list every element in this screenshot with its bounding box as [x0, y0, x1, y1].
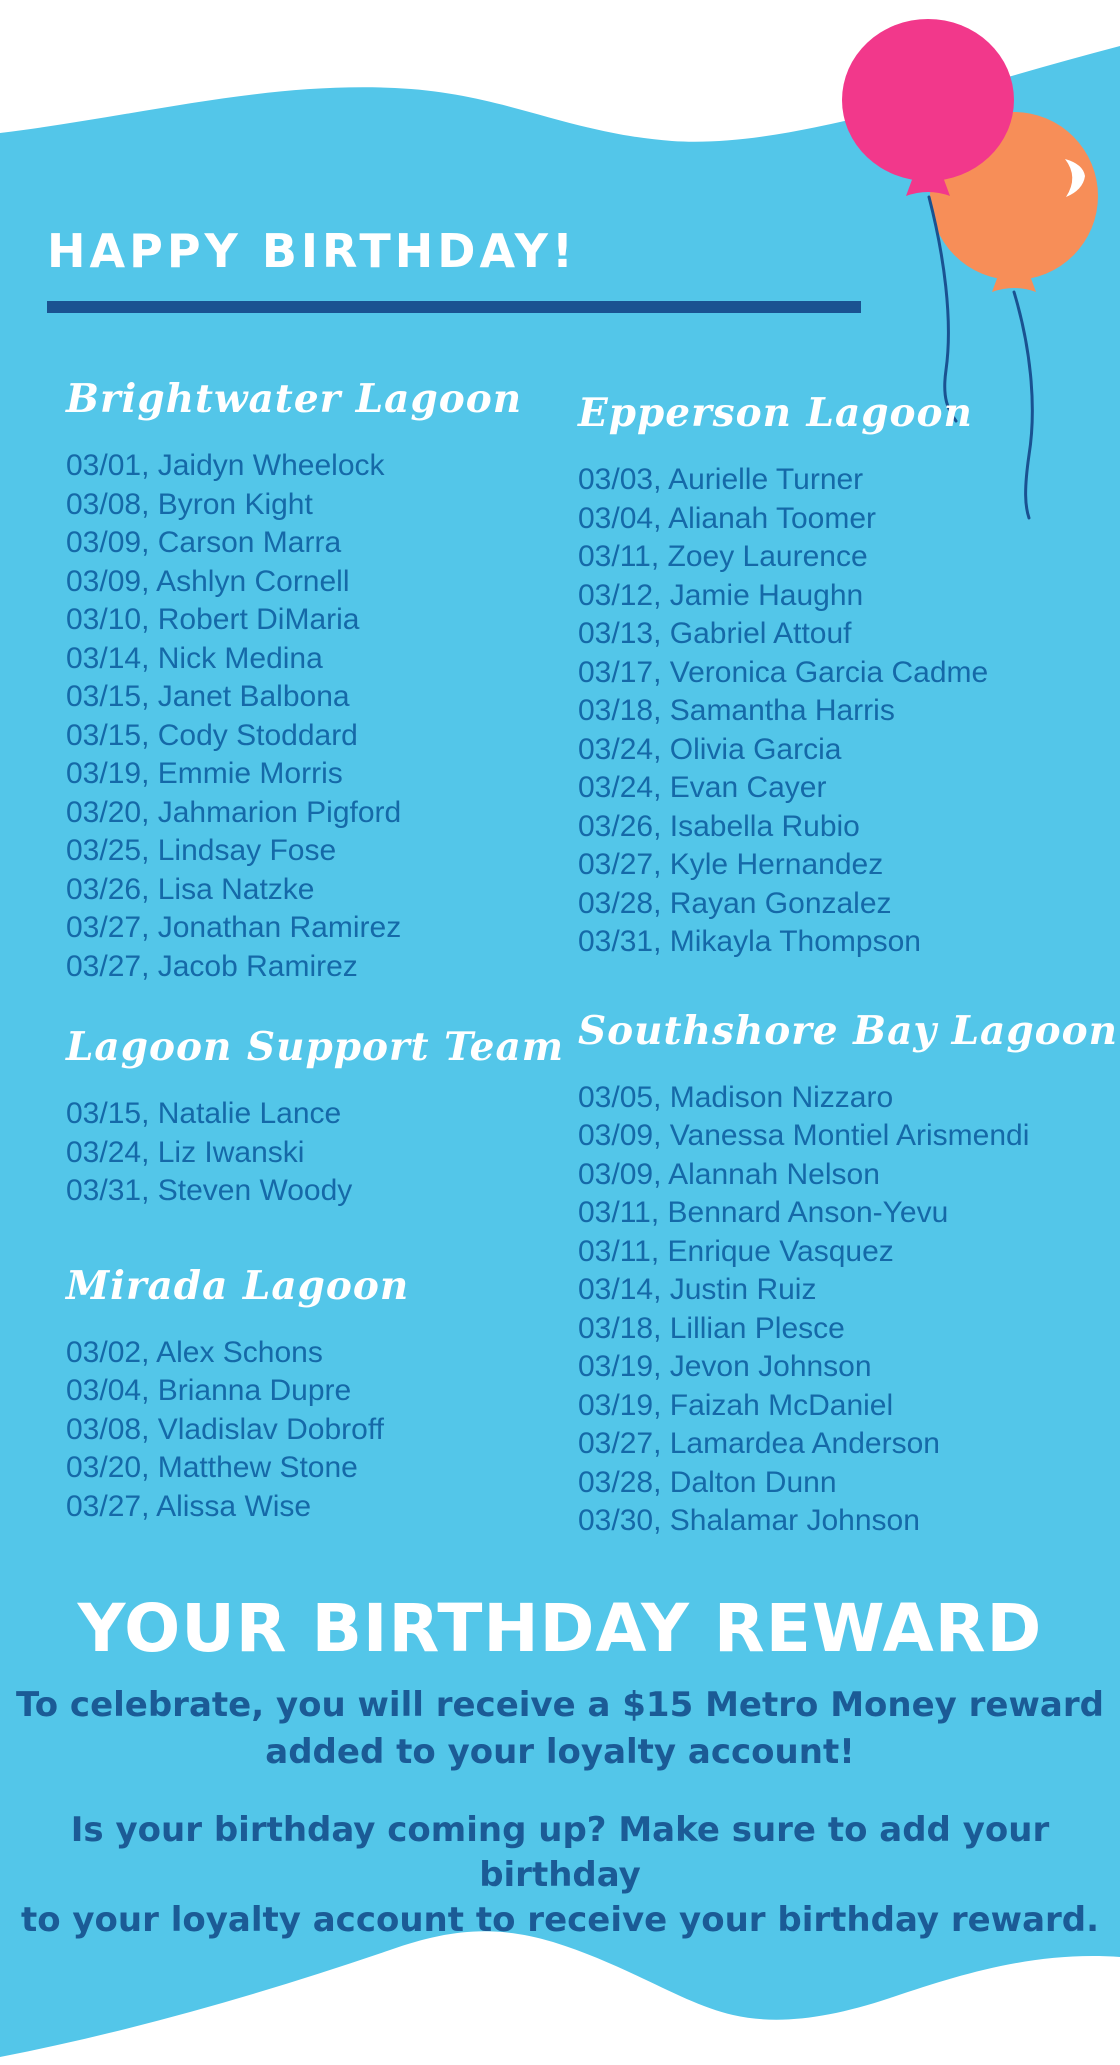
birthday-entry: 03/18, Samantha Harris: [578, 694, 895, 727]
birthday-entry: 03/19, Faizah McDaniel: [578, 1388, 894, 1422]
birthday-entry: 03/03, Aurielle Turner: [578, 463, 864, 496]
birthday-entry: 03/02, Alex Schons: [66, 1335, 323, 1369]
birthday-entry: 03/14, Justin Ruiz: [578, 1273, 817, 1306]
birthday-entry: 03/11, Bennard Anson-Yevu: [578, 1196, 949, 1229]
birthday-entry: 03/30, Shalamar Johnson: [578, 1504, 920, 1537]
section-southshore-bay-lagoon: [578, 1004, 1118, 1541]
section-lagoon-support-team: [66, 1020, 571, 1211]
birthday-entry: 03/10, Robert DiMaria: [66, 603, 360, 636]
birthday-list: [578, 461, 1113, 962]
birthday-entry: 03/27, Kyle Hernandez: [578, 848, 884, 881]
birthday-entry: 03/04, Brianna Dupre: [66, 1374, 352, 1407]
birthday-list: [578, 1079, 1113, 1541]
reward-reminder-line: to your loyalty account to receive your birthday reward.: [20, 1900, 1100, 1940]
section-heading: Southshore Bay Lagoon: [578, 1007, 1118, 1054]
birthday-list: [66, 447, 571, 986]
birthday-entry: 03/24, Liz Iwanski: [66, 1135, 305, 1169]
birthday-entry: 03/15, Cody Stoddard: [66, 718, 358, 752]
birthday-entry: 03/13, Gabriel Attouf: [578, 617, 852, 650]
birthday-entry: 03/31, Mikayla Thompson: [578, 925, 921, 958]
birthday-entry: 03/14, Nick Medina: [66, 641, 323, 675]
title-underline-rule: [47, 301, 861, 313]
birthday-entry: 03/27, Jonathan Ramirez: [66, 911, 402, 944]
birthday-entry: 03/04, Alianah Toomer: [578, 501, 876, 535]
birthday-entry: 03/08, Byron Kight: [66, 487, 313, 521]
birthday-entry: 03/26, Lisa Natzke: [66, 872, 315, 906]
birthday-entry: 03/15, Janet Balbona: [66, 680, 350, 713]
birthday-entry: 03/11, Enrique Vasquez: [578, 1234, 894, 1268]
birthday-entry: 03/08, Vladislav Dobroff: [66, 1412, 384, 1446]
section-heading: Epperson Lagoon: [578, 390, 973, 436]
birthday-entry: 03/27, Lamardea Anderson: [578, 1427, 940, 1460]
birthday-entry: 03/25, Lindsay Fose: [66, 834, 337, 867]
birthday-entry: 03/24, Evan Cayer: [578, 771, 827, 804]
birthday-entry: 03/27, Jacob Ramirez: [66, 949, 358, 983]
pink-balloon-body: [842, 19, 1014, 181]
birthday-entry: 03/28, Rayan Gonzalez: [578, 886, 892, 920]
section-mirada-lagoon: [66, 1259, 571, 1527]
reward-reminder: [0, 1808, 1120, 1943]
birthday-entry: 03/26, Isabella Rubio: [578, 809, 860, 843]
birthday-entry: 03/09, Vanessa Montiel Arismendi: [578, 1119, 1030, 1152]
birthday-list: [66, 1095, 571, 1211]
birthday-entry: 03/27, Alissa Wise: [66, 1489, 312, 1523]
left-column: [66, 372, 571, 1526]
birthday-entry: 03/05, Madison Nizzaro: [578, 1080, 894, 1114]
birthday-entry: 03/19, Emmie Morris: [66, 757, 343, 790]
section-heading: Lagoon Support Team: [66, 1024, 565, 1070]
birthday-entry: 03/17, Veronica Garcia Cadme: [578, 655, 989, 689]
reward-message-line: To celebrate, you will receive a $15 Metro Money reward: [16, 1685, 1104, 1725]
reward-message: [0, 1682, 1120, 1776]
birthday-entry: 03/15, Natalie Lance: [66, 1097, 342, 1130]
reward-message-line: added to your loyalty account!: [265, 1732, 855, 1772]
birthday-entry: 03/09, Carson Marra: [66, 526, 342, 559]
birthday-list: [66, 1334, 571, 1527]
birthday-entry: 03/09, Alannah Nelson: [578, 1157, 880, 1191]
page-title: HAPPY BIRTHDAY!: [47, 224, 577, 278]
birthday-entry: 03/31, Steven Woody: [66, 1174, 353, 1207]
reward-heading: YOUR BIRTHDAY REWARD: [77, 1590, 1043, 1667]
section-heading: Mirada Lagoon: [66, 1262, 410, 1309]
birthday-entry: 03/11, Zoey Laurence: [578, 540, 868, 573]
birthday-entry: 03/12, Jamie Haughn: [578, 578, 864, 612]
birthday-entry: 03/20, Matthew Stone: [66, 1451, 358, 1484]
birthday-entry: 03/24, Olivia Garcia: [578, 732, 842, 766]
section-brightwater-lagoon: [66, 372, 571, 986]
reward-reminder-line: Is your birthday coming up? Make sure to add your birthday: [70, 1810, 1050, 1895]
birthday-entry: 03/20, Jahmarion Pigford: [66, 795, 402, 829]
section-heading: Brightwater Lagoon: [66, 376, 523, 422]
birthday-entry: 03/28, Dalton Dunn: [578, 1465, 837, 1499]
right-column: [578, 386, 1118, 1541]
birthday-entry: 03/19, Jevon Johnson: [578, 1350, 872, 1383]
birthday-entry: 03/09, Ashlyn Cornell: [66, 564, 350, 598]
birthday-entry: 03/18, Lillian Plesce: [578, 1311, 845, 1345]
section-epperson-lagoon: [578, 386, 1113, 962]
birthday-entry: 03/01, Jaidyn Wheelock: [66, 449, 385, 482]
